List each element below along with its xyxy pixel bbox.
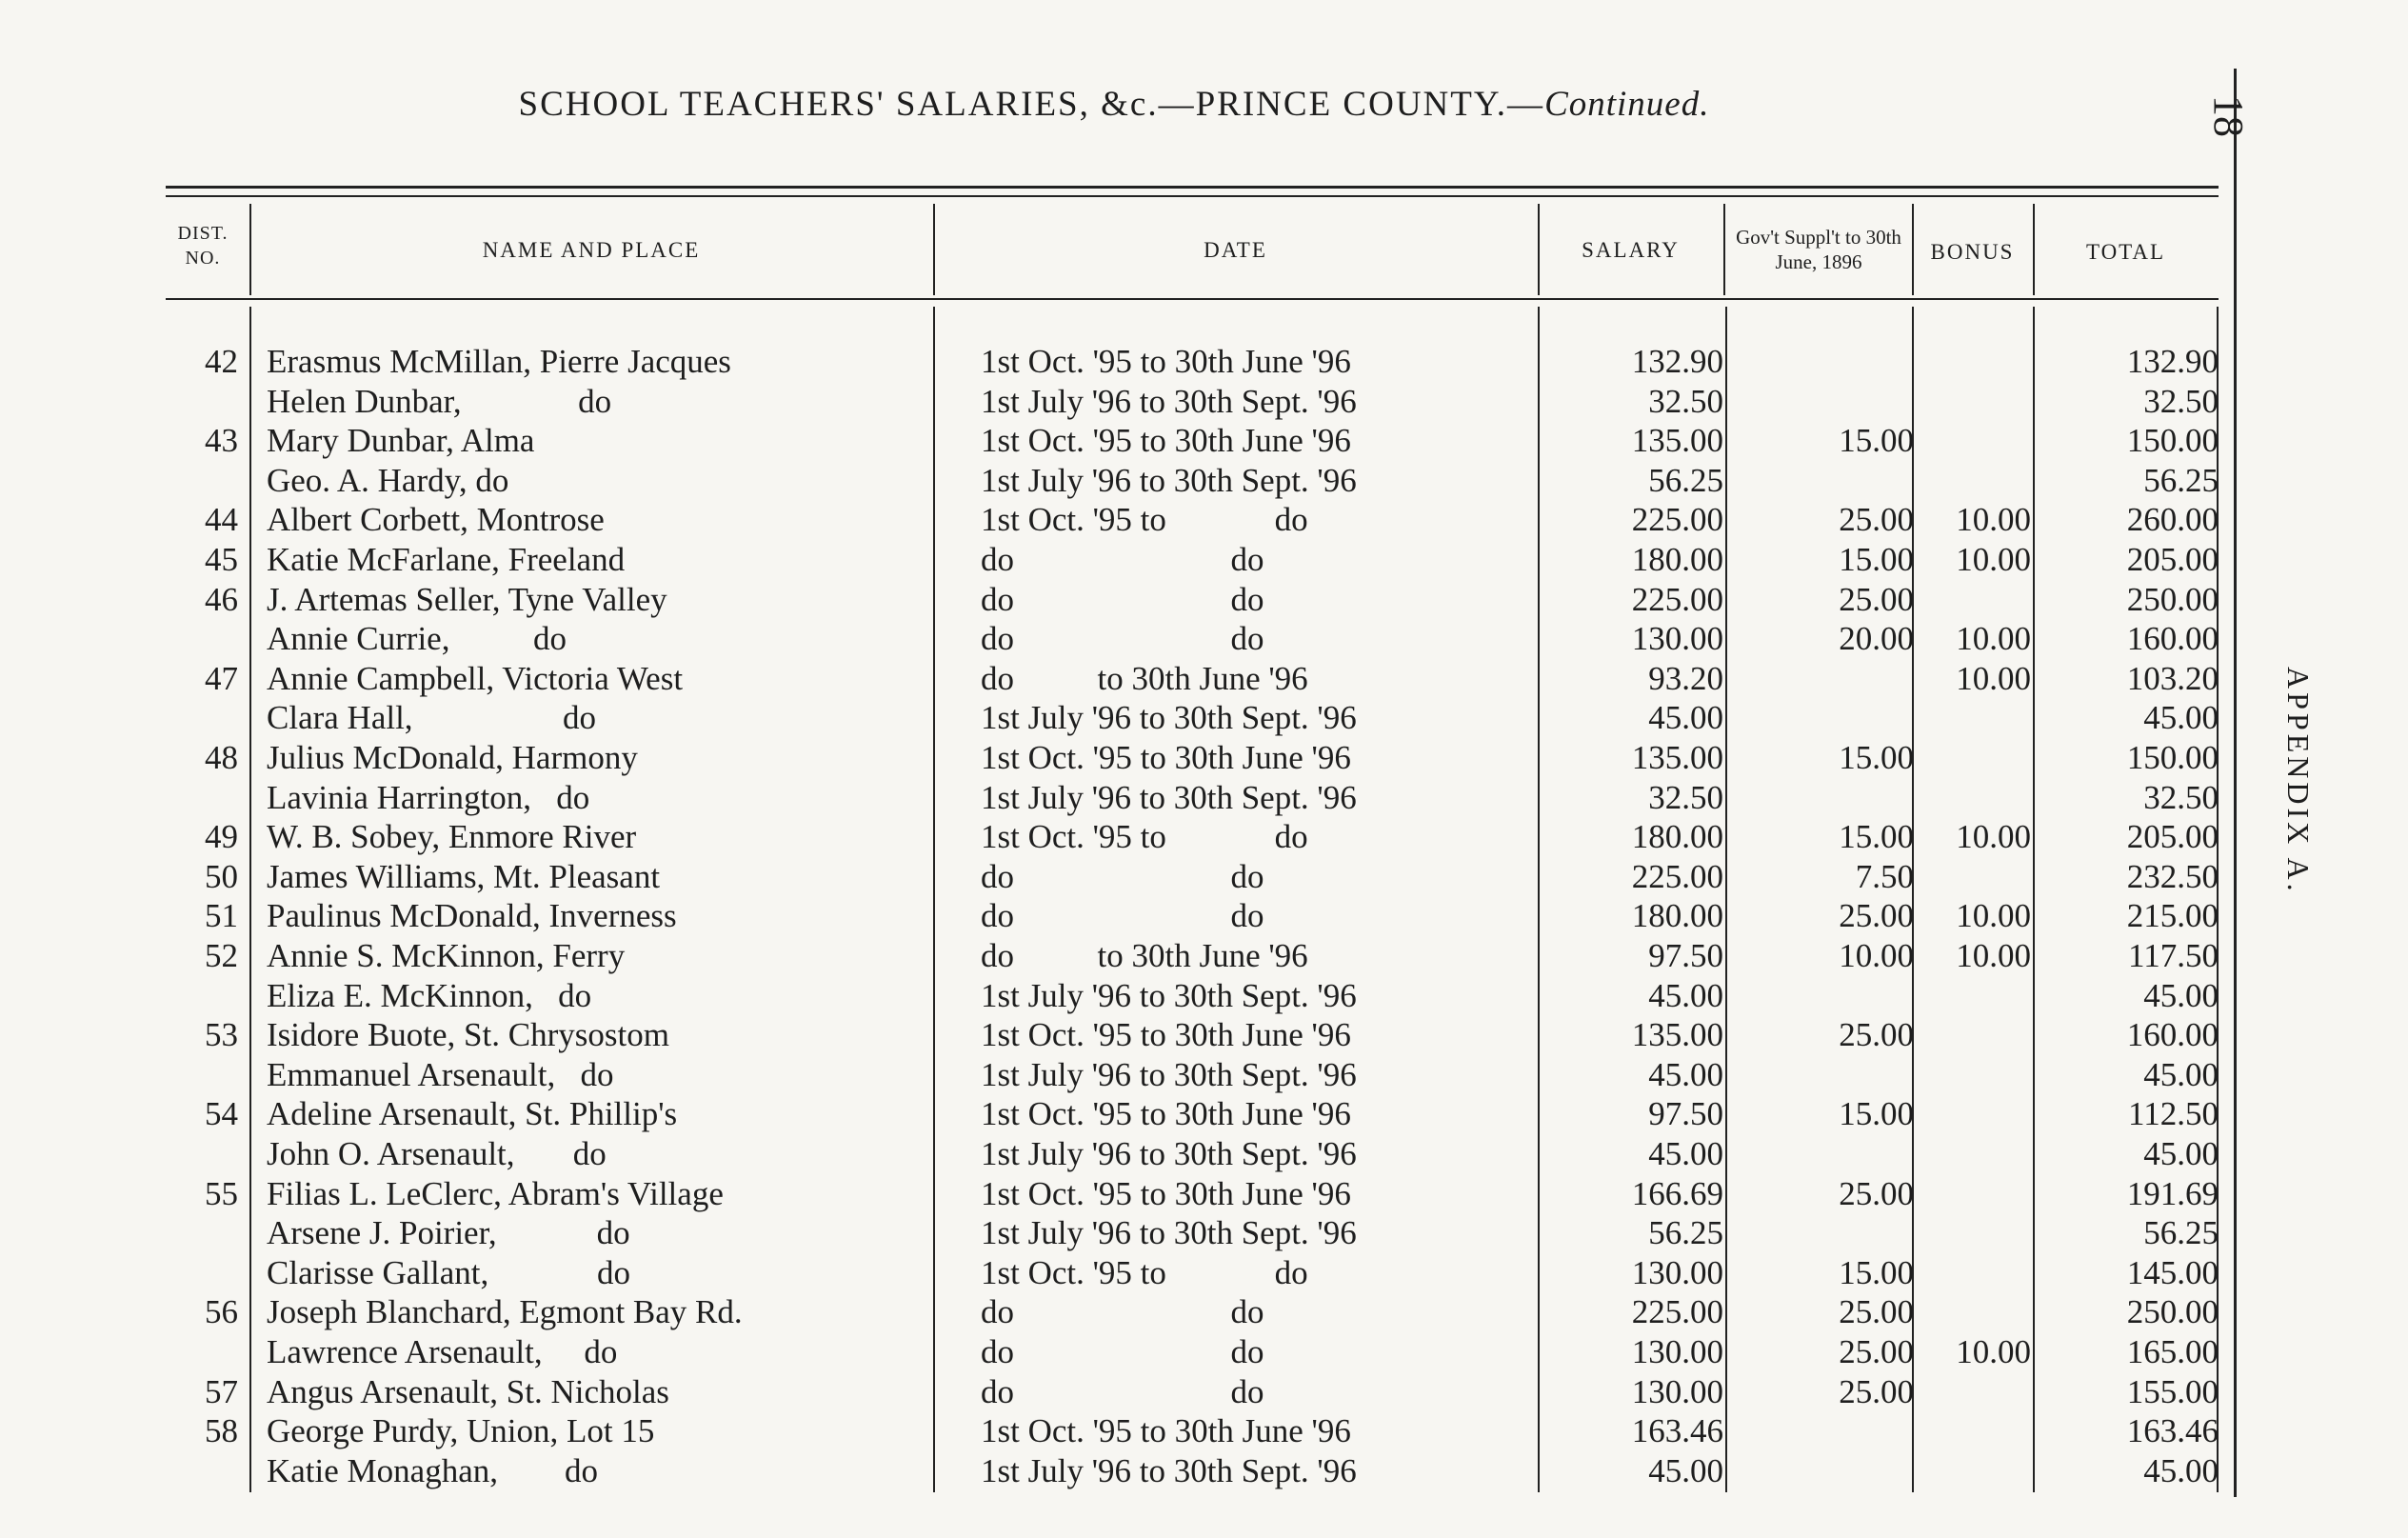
bonus-value: 10.00 <box>1956 818 2031 856</box>
date-range: do do <box>981 580 1264 618</box>
salary-value: 56.25 <box>1648 1214 1723 1252</box>
salary-value: 180.00 <box>1631 541 1723 578</box>
salary-value: 225.00 <box>1631 1293 1723 1331</box>
appendix-label: APPENDIX A. <box>2281 667 2316 895</box>
name-and-place: Arsene J. Poirier, do <box>267 1214 630 1252</box>
name-and-place: Isidore Buote, St. Chrysostom <box>267 1016 669 1054</box>
name-and-place: Katie Monaghan, do <box>267 1451 598 1489</box>
dist-number: 51 <box>205 897 238 935</box>
gov-suppl-value: 25.00 <box>1839 580 1914 618</box>
table-row <box>0 779 2228 819</box>
header-bottom-rule <box>166 298 2219 300</box>
dist-number: 52 <box>205 937 238 974</box>
date-range: 1st Oct. '95 to 30th June '96 <box>981 1016 1351 1054</box>
date-range: do do <box>981 897 1264 935</box>
total-value: 232.50 <box>2126 857 2219 895</box>
table-row <box>0 937 2228 977</box>
salary-value: 56.25 <box>1648 461 1723 499</box>
salary-value: 130.00 <box>1631 1372 1723 1410</box>
date-range: 1st Oct. '95 to do <box>981 818 1308 856</box>
total-value: 45.00 <box>2143 1055 2219 1093</box>
table-row <box>0 620 2228 660</box>
date-range: 1st July '96 to 30th Sept. '96 <box>981 1135 1357 1172</box>
table-row <box>0 1373 2228 1413</box>
date-range: do do <box>981 857 1264 895</box>
name-and-place: Paulinus McDonald, Inverness <box>267 897 677 935</box>
name-and-place: Adeline Arsenault, St. Phillip's <box>267 1095 678 1133</box>
name-and-place: Albert Corbett, Montrose <box>267 501 605 539</box>
gov-suppl-value: 7.50 <box>1855 857 1914 895</box>
date-range: 1st Oct. '95 to 30th June '96 <box>981 739 1351 776</box>
dist-number: 58 <box>205 1412 238 1450</box>
date-range: 1st July '96 to 30th Sept. '96 <box>981 976 1357 1014</box>
total-value: 215.00 <box>2126 897 2219 935</box>
date-range: do do <box>981 541 1264 578</box>
name-and-place: Annie S. McKinnon, Ferry <box>267 937 626 974</box>
total-value: 45.00 <box>2143 976 2219 1014</box>
table-row <box>0 1056 2228 1096</box>
name-and-place: Mary Dunbar, Alma <box>267 422 535 460</box>
name-and-place: J. Artemas Seller, Tyne Valley <box>267 580 667 618</box>
bonus-value: 10.00 <box>1956 937 2031 974</box>
name-and-place: W. B. Sobey, Enmore River <box>267 818 637 856</box>
salary-value: 130.00 <box>1631 1253 1723 1291</box>
total-value: 45.00 <box>2143 1135 2219 1172</box>
name-and-place: Lawrence Arsenault, do <box>267 1333 618 1370</box>
date-range: 1st July '96 to 30th Sept. '96 <box>981 1451 1357 1489</box>
header-gov-suppl: Gov't Suppl't to 30th June, 1896 <box>1736 226 1901 273</box>
date-range: 1st July '96 to 30th Sept. '96 <box>981 461 1357 499</box>
gov-suppl-value: 25.00 <box>1839 501 1914 539</box>
date-range: 1st Oct. '95 to 30th June '96 <box>981 1412 1351 1450</box>
name-and-place: Angus Arsenault, St. Nicholas <box>267 1372 669 1410</box>
header-bonus: BONUS <box>1930 240 2015 264</box>
dist-number: 53 <box>205 1016 238 1054</box>
date-range: 1st July '96 to 30th Sept. '96 <box>981 778 1357 816</box>
table-row <box>0 1095 2228 1135</box>
salary-value: 166.69 <box>1631 1174 1723 1212</box>
total-value: 250.00 <box>2126 1293 2219 1331</box>
table-row <box>0 343 2228 383</box>
gov-suppl-value: 15.00 <box>1839 422 1914 460</box>
total-value: 150.00 <box>2126 422 2219 460</box>
name-and-place: Julius McDonald, Harmony <box>267 739 638 776</box>
top-rule-thick <box>166 186 2219 189</box>
dist-number: 55 <box>205 1174 238 1212</box>
salary-value: 130.00 <box>1631 1333 1723 1370</box>
table-row <box>0 1175 2228 1215</box>
header-total: TOTAL <box>2085 240 2166 264</box>
table-row <box>0 541 2228 581</box>
salary-value: 93.20 <box>1648 659 1723 697</box>
title-continued: Continued. <box>1544 85 1710 124</box>
bonus-value: 10.00 <box>1956 620 2031 658</box>
name-and-place: Lavinia Harrington, do <box>267 778 590 816</box>
salary-value: 132.90 <box>1631 343 1723 380</box>
total-value: 45.00 <box>2143 699 2219 737</box>
date-range: 1st Oct. '95 to 30th June '96 <box>981 343 1351 380</box>
gov-suppl-value: 25.00 <box>1839 1333 1914 1370</box>
header-date: DATE <box>1204 238 1267 262</box>
name-and-place: Eliza E. McKinnon, do <box>267 976 592 1014</box>
date-range: do to 30th June '96 <box>981 937 1308 974</box>
table-row <box>0 897 2228 937</box>
page-title <box>0 84 2228 125</box>
name-and-place: Joseph Blanchard, Egmont Bay Rd. <box>267 1293 743 1331</box>
dist-number: 44 <box>205 501 238 539</box>
title-main: SCHOOL TEACHERS' SALARIES, &c.—PRINCE COUNTY.— <box>518 85 1545 124</box>
table-row <box>0 501 2228 541</box>
salary-value: 97.50 <box>1648 937 1723 974</box>
name-and-place: Clara Hall, do <box>267 699 597 737</box>
date-range: 1st Oct. '95 to do <box>981 501 1308 539</box>
dist-number: 47 <box>205 659 238 697</box>
total-value: 150.00 <box>2126 739 2219 776</box>
total-value: 32.50 <box>2143 382 2219 420</box>
bonus-value: 10.00 <box>1956 659 2031 697</box>
table-row <box>0 1016 2228 1056</box>
total-value: 165.00 <box>2126 1333 2219 1370</box>
bonus-value: 10.00 <box>1956 501 2031 539</box>
table-row <box>0 1214 2228 1254</box>
header-salary: SALARY <box>1582 238 1680 262</box>
total-value: 112.50 <box>2128 1095 2219 1133</box>
name-and-place: Clarisse Gallant, do <box>267 1253 631 1291</box>
salary-value: 32.50 <box>1648 382 1723 420</box>
gov-suppl-value: 10.00 <box>1839 937 1914 974</box>
salary-value: 135.00 <box>1631 1016 1723 1054</box>
dist-number: 57 <box>205 1372 238 1410</box>
name-and-place: Emmanuel Arsenault, do <box>267 1055 614 1093</box>
salary-value: 45.00 <box>1648 1135 1723 1172</box>
table-row <box>0 1412 2228 1452</box>
salary-value: 225.00 <box>1631 857 1723 895</box>
total-value: 45.00 <box>2143 1451 2219 1489</box>
total-value: 103.20 <box>2126 659 2219 697</box>
date-range: 1st July '96 to 30th Sept. '96 <box>981 1214 1357 1252</box>
gov-suppl-value: 25.00 <box>1839 1016 1914 1054</box>
table-row <box>0 1452 2228 1492</box>
gov-suppl-value: 15.00 <box>1839 739 1914 776</box>
date-range: 1st July '96 to 30th Sept. '96 <box>981 382 1357 420</box>
total-value: 191.69 <box>2126 1174 2219 1212</box>
total-value: 160.00 <box>2126 620 2219 658</box>
table-row <box>0 383 2228 423</box>
total-value: 56.25 <box>2143 461 2219 499</box>
salary-value: 97.50 <box>1648 1095 1723 1133</box>
table-row <box>0 462 2228 502</box>
name-and-place: Katie McFarlane, Freeland <box>267 541 626 578</box>
gov-suppl-value: 25.00 <box>1839 897 1914 935</box>
table-row <box>0 977 2228 1017</box>
dist-number: 45 <box>205 541 238 578</box>
name-and-place: Annie Campbell, Victoria West <box>267 659 684 697</box>
total-value: 56.25 <box>2143 1214 2219 1252</box>
table-row <box>0 1333 2228 1373</box>
gov-suppl-value: 25.00 <box>1839 1293 1914 1331</box>
salary-value: 225.00 <box>1631 501 1723 539</box>
table-row <box>0 581 2228 621</box>
salary-value: 180.00 <box>1631 818 1723 856</box>
salary-value: 45.00 <box>1648 699 1723 737</box>
salary-value: 130.00 <box>1631 620 1723 658</box>
bonus-value: 10.00 <box>1956 541 2031 578</box>
table-row <box>0 739 2228 779</box>
name-and-place: Annie Currie, do <box>267 620 567 658</box>
name-and-place: Erasmus McMillan, Pierre Jacques <box>267 343 731 380</box>
table-row <box>0 818 2228 858</box>
bonus-value: 10.00 <box>1956 1333 2031 1370</box>
total-value: 32.50 <box>2143 778 2219 816</box>
name-and-place: Geo. A. Hardy, do <box>267 461 509 499</box>
table-row <box>0 1293 2228 1333</box>
salary-value: 135.00 <box>1631 739 1723 776</box>
date-range: 1st July '96 to 30th Sept. '96 <box>981 1055 1357 1093</box>
date-range: do do <box>981 1333 1264 1370</box>
date-range: 1st Oct. '95 to 30th June '96 <box>981 422 1351 460</box>
bonus-value: 10.00 <box>1956 897 2031 935</box>
total-value: 132.90 <box>2126 343 2219 380</box>
header-name: NAME AND PLACE <box>482 238 701 262</box>
dist-number: 42 <box>205 343 238 380</box>
total-value: 205.00 <box>2126 818 2219 856</box>
top-rule-thin <box>166 195 2219 197</box>
dist-number: 49 <box>205 818 238 856</box>
name-and-place: Helen Dunbar, do <box>267 382 612 420</box>
table-row <box>0 699 2228 739</box>
salary-value: 32.50 <box>1648 778 1723 816</box>
dist-number: 48 <box>205 739 238 776</box>
table-row <box>0 858 2228 898</box>
dist-number: 54 <box>205 1095 238 1133</box>
total-value: 145.00 <box>2126 1253 2219 1291</box>
total-value: 205.00 <box>2126 541 2219 578</box>
page-number: 18 <box>2205 95 2252 137</box>
total-value: 163.46 <box>2126 1412 2219 1450</box>
date-range: 1st July '96 to 30th Sept. '96 <box>981 699 1357 737</box>
name-and-place: Filias L. LeClerc, Abram's Village <box>267 1174 724 1212</box>
dist-number: 50 <box>205 857 238 895</box>
date-range: 1st Oct. '95 to 30th June '96 <box>981 1174 1351 1212</box>
table-row <box>0 1135 2228 1175</box>
gov-suppl-value: 15.00 <box>1839 1253 1914 1291</box>
table-row <box>0 422 2228 462</box>
name-and-place: George Purdy, Union, Lot 15 <box>267 1412 655 1450</box>
total-value: 155.00 <box>2126 1372 2219 1410</box>
gov-suppl-value: 15.00 <box>1839 818 1914 856</box>
table-row <box>0 1254 2228 1294</box>
gov-suppl-value: 25.00 <box>1839 1174 1914 1212</box>
salary-value: 135.00 <box>1631 422 1723 460</box>
dist-number: 46 <box>205 580 238 618</box>
salary-value: 180.00 <box>1631 897 1723 935</box>
salary-value: 45.00 <box>1648 1451 1723 1489</box>
total-value: 160.00 <box>2126 1016 2219 1054</box>
date-range: do do <box>981 1372 1264 1410</box>
gov-suppl-value: 25.00 <box>1839 1372 1914 1410</box>
total-value: 250.00 <box>2126 580 2219 618</box>
header-dist: DIST. NO. <box>177 223 229 269</box>
date-range: do to 30th June '96 <box>981 659 1308 697</box>
date-range: 1st Oct. '95 to 30th June '96 <box>981 1095 1351 1133</box>
gov-suppl-value: 15.00 <box>1839 541 1914 578</box>
table-row <box>0 660 2228 700</box>
date-range: do do <box>981 1293 1264 1331</box>
total-value: 260.00 <box>2126 501 2219 539</box>
salary-value: 45.00 <box>1648 1055 1723 1093</box>
salary-value: 45.00 <box>1648 976 1723 1014</box>
date-range: do do <box>981 620 1264 658</box>
dist-number: 56 <box>205 1293 238 1331</box>
name-and-place: John O. Arsenault, do <box>267 1135 607 1172</box>
gov-suppl-value: 20.00 <box>1839 620 1914 658</box>
dist-number: 43 <box>205 422 238 460</box>
name-and-place: James Williams, Mt. Pleasant <box>267 857 661 895</box>
salary-value: 163.46 <box>1631 1412 1723 1450</box>
salary-value: 225.00 <box>1631 580 1723 618</box>
gov-suppl-value: 15.00 <box>1839 1095 1914 1133</box>
margin-rule <box>2234 69 2237 1497</box>
date-range: 1st Oct. '95 to do <box>981 1253 1308 1291</box>
total-value: 117.50 <box>2128 937 2219 974</box>
